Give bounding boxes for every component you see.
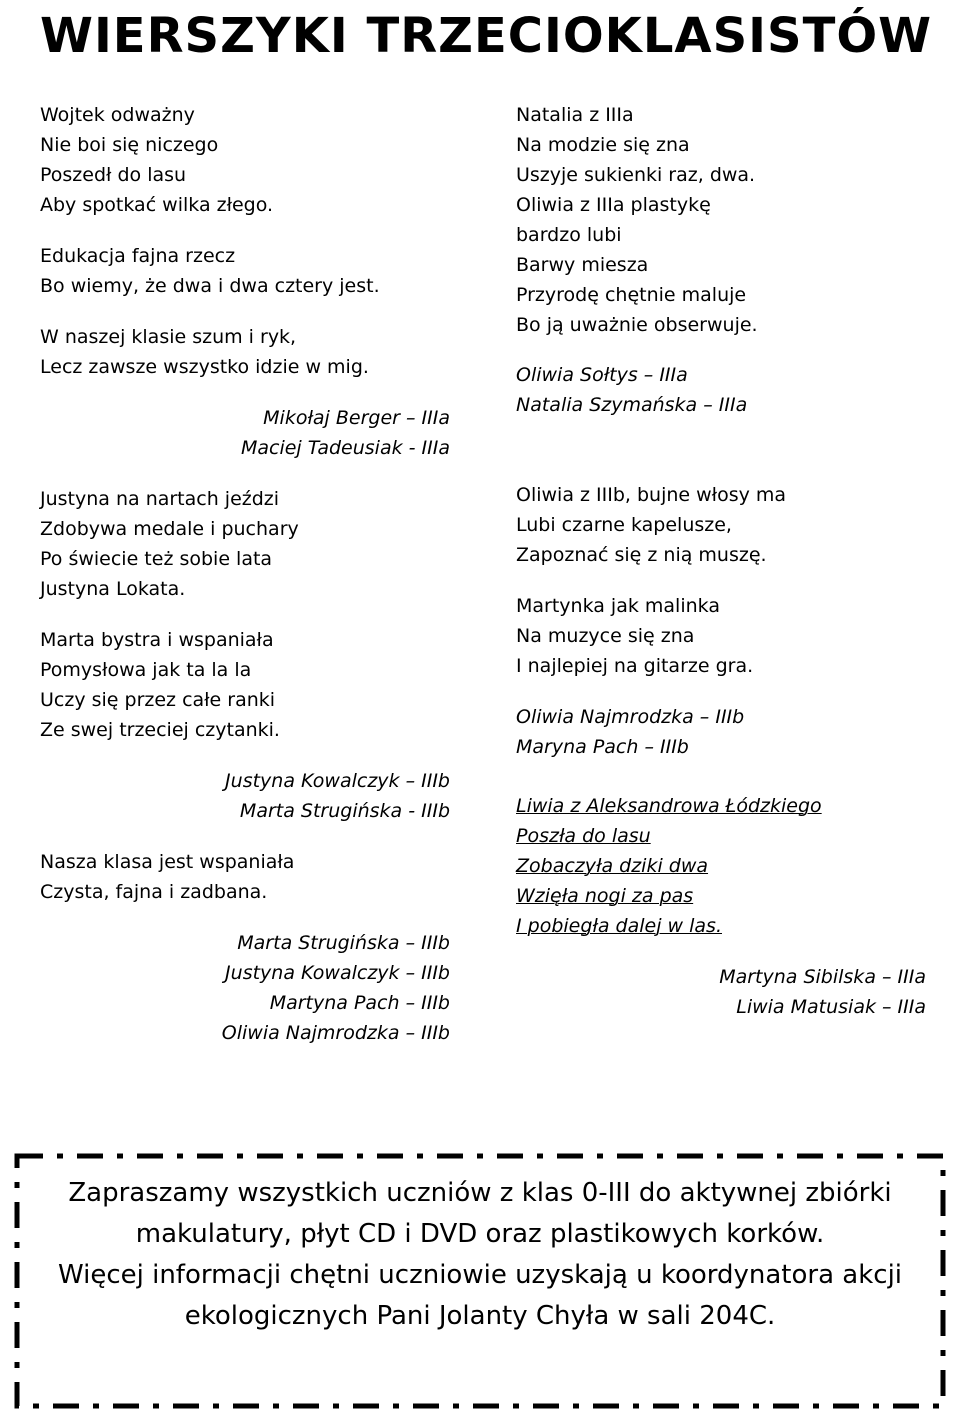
poem-line: Edukacja fajna rzecz: [40, 245, 236, 267]
poem-line: Oliwia z IIIb, bujne włosy ma: [516, 484, 787, 506]
poem-line: Aby spotkać wilka złego.: [40, 194, 274, 216]
notice-line: Zapraszamy wszystkich uczniów z klas 0-III do aktywnej zbiórki: [68, 1178, 892, 1208]
poem-line: Na muzyce się zna: [516, 625, 695, 647]
signature-line: Justyna Kowalczyk – IIIb: [225, 770, 450, 792]
poem-line: bardzo lubi: [516, 224, 622, 246]
poem-line: Lubi czarne kapelusze,: [516, 514, 732, 536]
poem-marta: [40, 625, 280, 745]
poem-line: Na modzie się zna: [516, 134, 690, 156]
poem-nasza-klasa: [40, 847, 294, 907]
notice-line: ekologicznych Pani Jolanty Chyła w sali 204C.: [184, 1301, 776, 1331]
poem-line: Poszła do lasu: [516, 825, 651, 847]
signature-berger-tadeusiak: [241, 403, 450, 463]
poem-line: Pomysłowa jak ta la la: [40, 659, 252, 681]
poem-line: I najlepiej na gitarze gra.: [516, 655, 754, 677]
poem-line: Lecz zawsze wszystko idzie w mig.: [40, 356, 369, 378]
poem-line: Martynka jak malinka: [516, 595, 720, 617]
signature-line: Liwia Matusiak – IIIa: [736, 996, 926, 1018]
poem-line: Barwy miesza: [516, 254, 649, 276]
signature-line: Marta Strugińska - IIIb: [239, 800, 450, 822]
poem-line: Zapoznać się z nią muszę.: [516, 544, 767, 566]
poem-wojtek: [40, 100, 273, 220]
poem-line: Przyrodę chętnie maluje: [516, 284, 747, 306]
poem-line: Wzięła nogi za pas: [516, 885, 694, 907]
poem-line: Czysta, fajna i zadbana.: [40, 881, 268, 903]
signature-line: Martyna Pach – IIIb: [269, 992, 450, 1014]
poem-line: W naszej klasie szum i ryk,: [40, 326, 297, 348]
signature-line: Martyna Sibilska – IIIa: [719, 966, 926, 988]
poem-line: Marta bystra i wspaniała: [40, 629, 274, 651]
signature-line: Mikołaj Berger – IIIa: [263, 407, 450, 429]
poem-line: Liwia z Aleksandrowa Łódzkiego: [516, 795, 822, 817]
notice-line: Więcej informacji chętni uczniowie uzyskają u koordynatora akcji: [57, 1260, 903, 1290]
signature-sibilska-matusiak: [719, 962, 926, 1022]
signature-line: Maciej Tadeusiak - IIIa: [240, 437, 450, 459]
signature-line: Natalia Szymańska – IIIa: [516, 394, 748, 416]
signature-group-iiib: [222, 928, 450, 1048]
poem-liwia: [516, 791, 822, 941]
poem-oliwia-iiib: [516, 480, 786, 570]
poem-line: Bo ją uważnie obserwuje.: [516, 314, 758, 336]
notice-line: makulatury, płyt CD i DVD oraz plastikowych korków.: [135, 1219, 825, 1249]
signature-line: Justyna Kowalczyk – IIIb: [225, 962, 450, 984]
poem-justyna: [40, 484, 299, 604]
poem-line: Nie boi się niczego: [40, 134, 219, 156]
signature-soltys-szymanska: [516, 360, 747, 420]
poem-line: Wojtek odważny: [40, 104, 195, 126]
poem-line: Justyna na nartach jeździ: [40, 488, 280, 510]
poem-line: Poszedł do lasu: [40, 164, 187, 186]
poem-line: Bo wiemy, że dwa i dwa cztery jest.: [40, 275, 380, 297]
signature-line: Marta Strugińska – IIIb: [237, 932, 450, 954]
signature-line: Oliwia Najmrodzka – IIIb: [221, 1022, 450, 1044]
poem-line: Uczy się przez całe ranki: [40, 689, 276, 711]
poem-martynka: [516, 591, 753, 681]
poem-line: Nasza klasa jest wspaniała: [40, 851, 295, 873]
poem-line: Natalia z IIIa: [516, 104, 634, 126]
notice-box: [14, 1153, 946, 1409]
signature-line: Maryna Pach – IIIb: [516, 736, 689, 758]
poem-line: Zdobywa medale i puchary: [40, 518, 299, 540]
notice-text: [14, 1173, 946, 1337]
signature-kowalczyk-struginska: [225, 766, 450, 826]
poem-natalia-oliwia: [516, 100, 758, 340]
poem-line: Oliwia z IIIa plastykę: [516, 194, 711, 216]
poem-line: Justyna Lokata.: [40, 578, 186, 600]
signature-line: Oliwia Najmrodzka – IIIb: [516, 706, 745, 728]
poem-line: Zobaczyła dziki dwa: [516, 855, 709, 877]
poem-klasa-szum: [40, 322, 369, 382]
poem-line: Ze swej trzeciej czytanki.: [40, 719, 280, 741]
signature-najmrodzka-pach: [516, 702, 744, 762]
poem-line: Po świecie też sobie lata: [40, 548, 273, 570]
poem-edukacja: [40, 241, 380, 301]
page-title: WIERSZYKI TRZECIOKLASISTÓW: [40, 8, 933, 64]
poem-line: I pobiegła dalej w las.: [516, 915, 722, 937]
signature-line: Oliwia Sołtys – IIIa: [516, 364, 688, 386]
poem-line: Uszyje sukienki raz, dwa.: [516, 164, 756, 186]
